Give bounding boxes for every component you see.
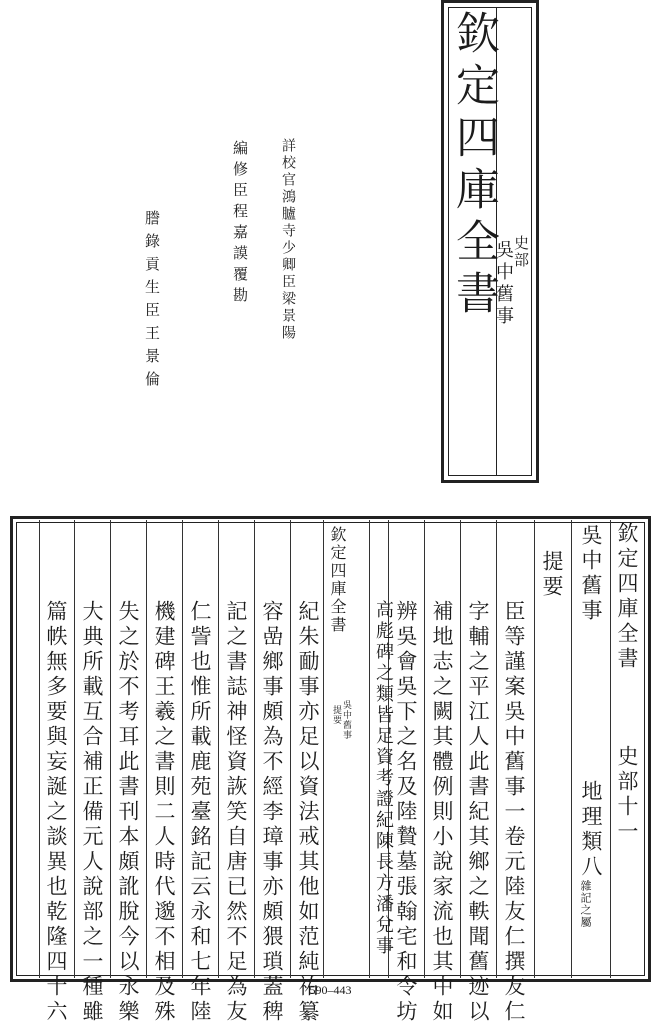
column-rule — [424, 520, 425, 978]
credit-line: 編修臣程嘉謨覆勘 — [231, 140, 249, 308]
text-line: 紀朱勔事亦足以資法戒其他如范純祐纂 — [296, 600, 320, 1025]
column-rule — [534, 520, 535, 978]
column-rule — [571, 520, 572, 978]
column-rule — [39, 520, 40, 978]
center-tiyao: 提要 — [331, 705, 341, 725]
header-section: 史部十一 — [615, 745, 639, 845]
text-line: 機建碑王羲之書則二人時代邈不相及殊 — [152, 600, 176, 1025]
column-rule — [146, 520, 147, 978]
text-line: 篇帙無多要與妄誕之談異也乾隆四十六 — [44, 600, 68, 1025]
text-line: 記之書誌神怪資詼笑自唐已然不足為友 — [224, 600, 248, 1025]
text-line: 仁訾也惟所載鹿苑臺銘記云永和七年陸 — [188, 600, 212, 1025]
center-book: 吳中舊事 — [341, 700, 351, 740]
section-label: 史部 — [512, 235, 530, 269]
text-line: 失之於不考耳此書刊本頗訛脫今以永樂 — [116, 600, 140, 1025]
text-line: 補地志之闕其體例則小說家流也其中如 — [430, 600, 454, 1025]
header-title: 欽定四庫全書 — [615, 522, 639, 672]
text-line: 臣等謹案吳中舊事一卷元陸友仁撰友仁 — [502, 600, 526, 1025]
column-rule — [460, 520, 461, 978]
column-rule — [110, 520, 111, 978]
center-title: 欽定四庫全書 — [328, 526, 347, 634]
tiyao-heading: 提要 — [540, 550, 564, 600]
category-label: 地理類八 — [579, 780, 603, 880]
column-rule — [218, 520, 219, 978]
page-number: 590–443 — [309, 983, 352, 997]
book-name-column: 吳中舊事 — [579, 524, 603, 624]
column-rule — [323, 520, 324, 978]
credit-line: 詳校官鴻臚寺少卿臣梁景陽 — [280, 138, 296, 342]
book-title: 吳中舊事 — [493, 240, 514, 328]
text-line: 容嵒鄉事頗為不經李璋事亦頗猥瑣蓋稗 — [260, 600, 284, 1025]
text-line: 高彪碑之類皆足資考證紀陳長方潘兌事 — [373, 600, 394, 957]
category-note: 雜記之屬 — [579, 880, 592, 928]
text-line: 辨吳會吳下之名及陸贄墓張翰宅和令坊 — [394, 600, 418, 1025]
column-rule — [254, 520, 255, 978]
text-line: 字輔之平江人此書紀其鄉之軼聞舊迹以 — [466, 600, 490, 1025]
text-line: 大典所載互合補正備元人說部之一種雖 — [80, 600, 104, 1025]
column-rule — [74, 520, 75, 978]
column-rule — [182, 520, 183, 978]
column-rule — [290, 520, 291, 978]
main-title: 欽定四庫全書 — [448, 10, 499, 322]
credit-line: 謄錄貢生臣王景倫 — [143, 210, 161, 394]
column-rule — [369, 520, 370, 978]
column-rule — [496, 520, 497, 978]
column-rule — [610, 520, 611, 978]
